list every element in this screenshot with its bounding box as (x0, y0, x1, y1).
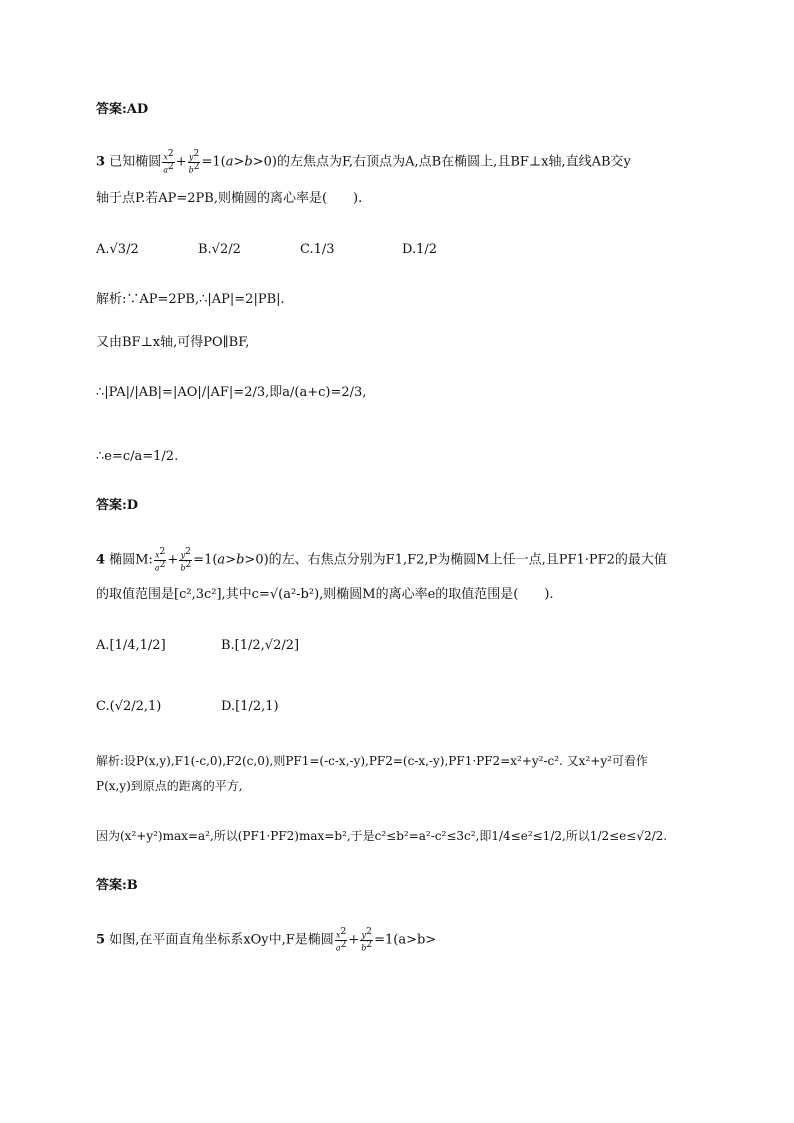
q4-solution-text2: P(x,y)到原点的距离的平方, (96, 779, 243, 793)
q3-stem-c: 轴于点P.若AP=2PB,则椭圆的离心率是( ). (96, 191, 363, 206)
q4-option-c: C.(√2/2,1) (96, 699, 162, 714)
q3-option-b: B.√2/2 (198, 242, 241, 257)
q4-solution-label: 解析: (96, 754, 125, 768)
q3-stem-line1: 3 已知椭圆 $\frac{x^2}{a^2}$ + $\frac{y^2}{b^2}$ =1(a>b>0)的左焦点为F,右顶点为A,点B在椭圆上,且BF⊥x轴,直线AB交y (96, 149, 631, 175)
q4-stem-b: 的左、右焦点分别为F1,F2,P为椭圆M上任一点,且PF1·PF2的最大值 (268, 552, 667, 568)
q4-stem-line2 (96, 585, 554, 605)
q3-solution-line3 (96, 383, 366, 403)
q3-option-d: D.1/2 (402, 242, 438, 257)
q3-option-c: C.1/3 (300, 242, 335, 257)
q5-stem-line1: 5 如图,在平面直角坐标系xOy中,F是椭圆 $\frac{x^2}{a^2}$ + $\frac{y^2}{b^2}$ =1(a>b> (96, 927, 437, 953)
q5-stem-b: =1(a>b> (374, 932, 437, 948)
fraction: $\frac{y^2}{b^2}$ (361, 927, 373, 953)
fraction: $\frac{x^2}{a^2}$ (335, 927, 347, 953)
q3-solution-text1: ∵AP=2PB,∴|AP|=2|PB|. (126, 292, 285, 307)
q4-option-d: D.[1/2,1) (221, 699, 279, 714)
q4-stem-c: 的取值范围是[c²,3c²],其中c=√(a²-b²),则椭圆M的离心率e的取值范围是( ). (96, 587, 554, 602)
q4-stem-line1: 4 椭圆M: $\frac{x^2}{a^2}$ + $\frac{y^2}{b^2}$ =1(a>b>0)的左、右焦点分别为F1,F2,P为椭圆M上任一点,且PF1·PF2的最大值 (96, 547, 667, 573)
answer-q3 (96, 496, 138, 516)
q3-solution-line4 (96, 447, 178, 467)
q3-option-a: A.√3/2 (96, 242, 139, 257)
q4-solution-line1 (96, 751, 648, 771)
q4-options-row1 (96, 636, 323, 656)
q3-stem-b: 的左焦点为F,右顶点为A,点B在椭圆上,且BF⊥x轴,直线AB交y (276, 154, 631, 170)
q4-solution-text1: 设P(x,y),F1(-c,0),F2(c,0),则PF1=(-c-x,-y),PF2=(c-x,-y),PF1·PF2=x²+y²-c². 又x²+y²可看作 (124, 754, 648, 768)
q3-solution-text2: 又由BF⊥x轴,可得PO∥BF, (96, 335, 250, 350)
answer-q4-label: 答案:B (96, 878, 138, 893)
q4-option-a: A.[1/4,1/2] (96, 638, 166, 653)
answer-q3-label: 答案:D (96, 498, 139, 513)
q4-solution-line2 (96, 776, 243, 796)
q4-option-b: B.[1/2,√2/2] (221, 638, 300, 653)
fraction: $\frac{x^2}{a^2}$ (163, 149, 174, 175)
q3-solution-label: 解析: (96, 292, 127, 307)
q3-solution-text3: ∴|PA|/|AB|=|AO|/|AF|=2/3,即a/(a+c)=2/3, (96, 385, 367, 400)
q3-number: 3 (96, 154, 106, 170)
q4-options-row2 (96, 697, 323, 717)
q3-solution-text4: ∴e=c/a=1/2. (96, 449, 179, 464)
q3-stem-a: 已知椭圆 (109, 154, 162, 170)
q4-stem-a: 椭圆M: (109, 552, 153, 568)
fraction: $\frac{y^2}{b^2}$ (188, 149, 200, 175)
q3-stem-line2 (96, 189, 362, 209)
q3-solution-line1 (96, 290, 285, 310)
fraction: $\frac{y^2}{b^2}$ (180, 547, 192, 573)
q4-number: 4 (96, 552, 106, 568)
answer-q2-label: 答案:AD (96, 102, 149, 117)
q4-solution-text3: 因为(x²+y²)max=a²,所以(PF1·PF2)max=b²,于是c²≤b²=a²-c²≤3c²,即1/4≤e²≤1/2,所以1/2≤e≤√2/2. (96, 829, 668, 843)
fraction: $\frac{x^2}{a^2}$ (154, 547, 166, 573)
answer-q4 (96, 876, 138, 896)
q3-options (96, 240, 504, 260)
answer-q2 (96, 100, 148, 120)
q5-number: 5 (96, 932, 106, 948)
q3-solution-line2 (96, 333, 249, 353)
q4-solution-line3 (96, 826, 667, 846)
q5-stem-a: 如图,在平面直角坐标系xOy中,F是椭圆 (109, 932, 334, 948)
